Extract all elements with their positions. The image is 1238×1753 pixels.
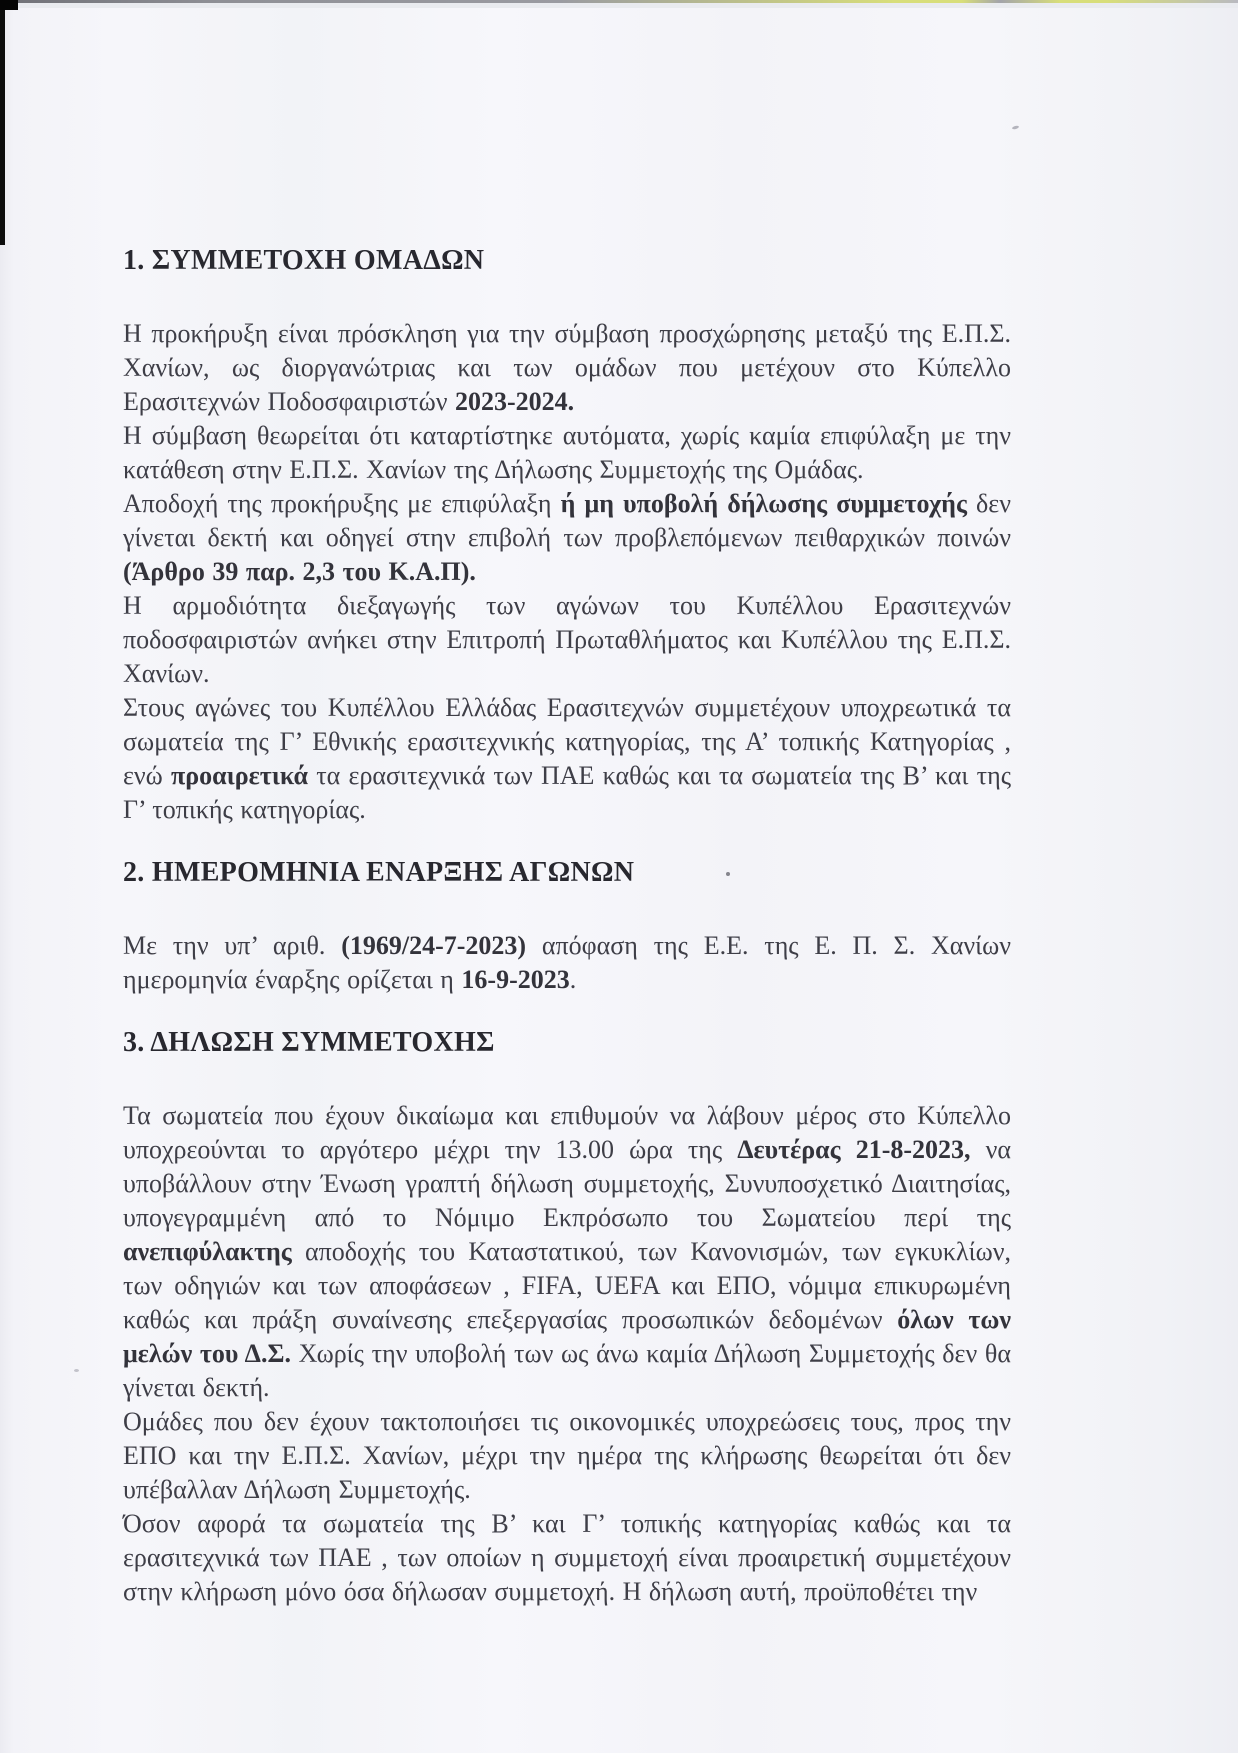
paragraph [123, 929, 1011, 997]
text-run: Στους αγώνες του Κυπέλλου Ελλάδας Ερασιτεχνών συμμετέχουν υποχρεωτικά τα σωματεία της Γ’ Εθνικής ερασιτεχνικής κατηγορίας, της Α’ τοπικής Κατηγορίας , ενώ [123, 693, 1011, 790]
text-run: Αποδοχή της προκήρυξης με επιφύλαξη [123, 489, 561, 518]
paragraph [123, 1507, 1011, 1609]
paragraph [123, 419, 1011, 487]
text-run: Η προκήρυξη είναι πρόσκληση για την σύμβαση προσχώρησης μεταξύ της Ε.Π.Σ. Χανίων, ως διοργανώτριας και των ομάδων που μετέχουν στο Κύπελλο Ερασιτεχνών Ποδοσφαιριστών [123, 319, 1011, 416]
document-section-2 [123, 855, 1011, 997]
text-run: να υποβάλλουν στην Ένωση γραπτή δήλωση συμμετοχής, Συνυποσχετικό Διαιτησίας, υπογεγραμμένη από το Νόμιμο Εκπρόσωπο του Σωματείου περί της [123, 1135, 1011, 1232]
bold-text-run: όλων των μελών του Δ.Σ. [123, 1305, 1012, 1368]
bold-text-run: ανεπιφύλακτης [123, 1237, 292, 1266]
text-run: απόφαση της Ε.Ε. της Ε. Π. Σ. Χανίων ημερομηνία έναρξης ορίζεται η [123, 931, 1011, 994]
text-run: Ομάδες που δεν έχουν τακτοποιήσει τις οικονομικές υποχρεώσεις τους, προς την ΕΠΟ και την Ε.Π.Σ. Χανίων, μέχρι την ημέρα της κλήρωσης θεωρείται ότι δεν υπέβαλλαν Δήλωση Συμμετοχής. [123, 1407, 1011, 1504]
paragraph [123, 1099, 1011, 1405]
bold-text-run: Δευτέρας 21-8-2023, [737, 1135, 971, 1164]
text-run: Όσον αφορά τα σωματεία της Β’ και Γ’ τοπικής κατηγορίας καθώς και τα ερασιτεχνικά των ΠΑΕ , των οποίων η συμμετοχή είναι προαιρετική συμμετέχουν στην κλήρωση μόνο όσα δήλωσαν συμμετοχή. Η δήλωση αυτή, προϋποθέτει την [123, 1509, 1011, 1606]
scan-corner-block-artifact [0, 0, 18, 10]
text-run: Τα σωματεία που έχουν δικαίωμα και επιθυμούν να λάβουν μέρος στο Κύπελλο υποχρεούνται το αργότερο μέχρι την 13.00 ώρα της [123, 1101, 1011, 1164]
section-heading: 2. ΗΜΕΡΟΜΗΝΙΑ ΕΝΑΡΞΗΣ ΑΓΩΝΩΝ [123, 857, 635, 888]
scan-speck-artifact [74, 1369, 79, 1372]
scan-bottom-line-artifact [0, 0, 1238, 3]
text-run: αποδοχής του Καταστατικού, των Κανονισμών, των εγκυκλίων, των οδηγιών και των αποφάσεων , FIFA, UEFA και ΕΠΟ, νόμιμα επικυρωμένη καθώς και πράξη συναίνεσης επεξεργασίας προσωπικών δεδομένων [123, 1237, 1011, 1334]
text-run: τα ερασιτεχνικά των ΠΑΕ καθώς και τα σωματεία της Β’ και της Γ’ τοπικής κατηγορίας. [123, 761, 1011, 824]
paragraph [123, 317, 1011, 419]
paragraph [123, 691, 1011, 827]
document-body [123, 0, 1011, 1609]
bold-text-run: (Άρθρο 39 παρ. 2,3 του Κ.Α.Π). [123, 557, 476, 586]
section-heading: 3. ΔΗΛΩΣΗ ΣΥΜΜΕΤΟΧΗΣ [123, 1027, 495, 1058]
text-run: δεν γίνεται δεκτή και οδηγεί στην επιβολή των προβλεπόμενων πειθαρχικών ποινών [123, 489, 1011, 552]
scan-speck-artifact [726, 872, 730, 876]
bold-text-run: 16-9-2023 [461, 965, 570, 994]
scan-left-edge-artifact [0, 0, 5, 245]
paragraph [123, 487, 1011, 589]
bold-text-run: (1969/24-7-2023) [341, 931, 527, 960]
section-heading: 1. ΣΥΜΜΕΤΟΧΗ ΟΜΑΔΩΝ [123, 245, 485, 276]
text-run: Με την υπ’ αριθ. [123, 931, 342, 960]
bold-text-run: 2023-2024. [455, 387, 575, 416]
text-run: . [569, 965, 577, 994]
paragraph [123, 589, 1011, 691]
paragraph [123, 1405, 1011, 1507]
bold-text-run: ή μη υποβολή δήλωσης συμμετοχής [560, 489, 967, 518]
text-run: Η αρμοδιότητα διεξαγωγής των αγώνων του Κυπέλλου Ερασιτεχνών ποδοσφαιριστών ανήκει στην Επιτροπή Πρωταθλήματος και Κυπέλλου της Ε.Π.Σ. Χανίων. [123, 591, 1011, 688]
bold-text-run: προαιρετικά [171, 761, 309, 790]
text-run: Η σύμβαση θεωρείται ότι καταρτίστηκε αυτόματα, χωρίς καμία επιφύλαξη με την κατάθεση στην Ε.Π.Σ. Χανίων της Δήλωσης Συμμετοχής της Ομάδας. [123, 421, 1011, 484]
document-section-3 [123, 1025, 1011, 1609]
document-section-1 [123, 243, 1011, 827]
scan-speck-artifact [1012, 125, 1020, 130]
text-run: Χωρίς την υποβολή των ως άνω καμία Δήλωση Συμμετοχής δεν θα γίνεται δεκτή. [123, 1339, 1011, 1402]
